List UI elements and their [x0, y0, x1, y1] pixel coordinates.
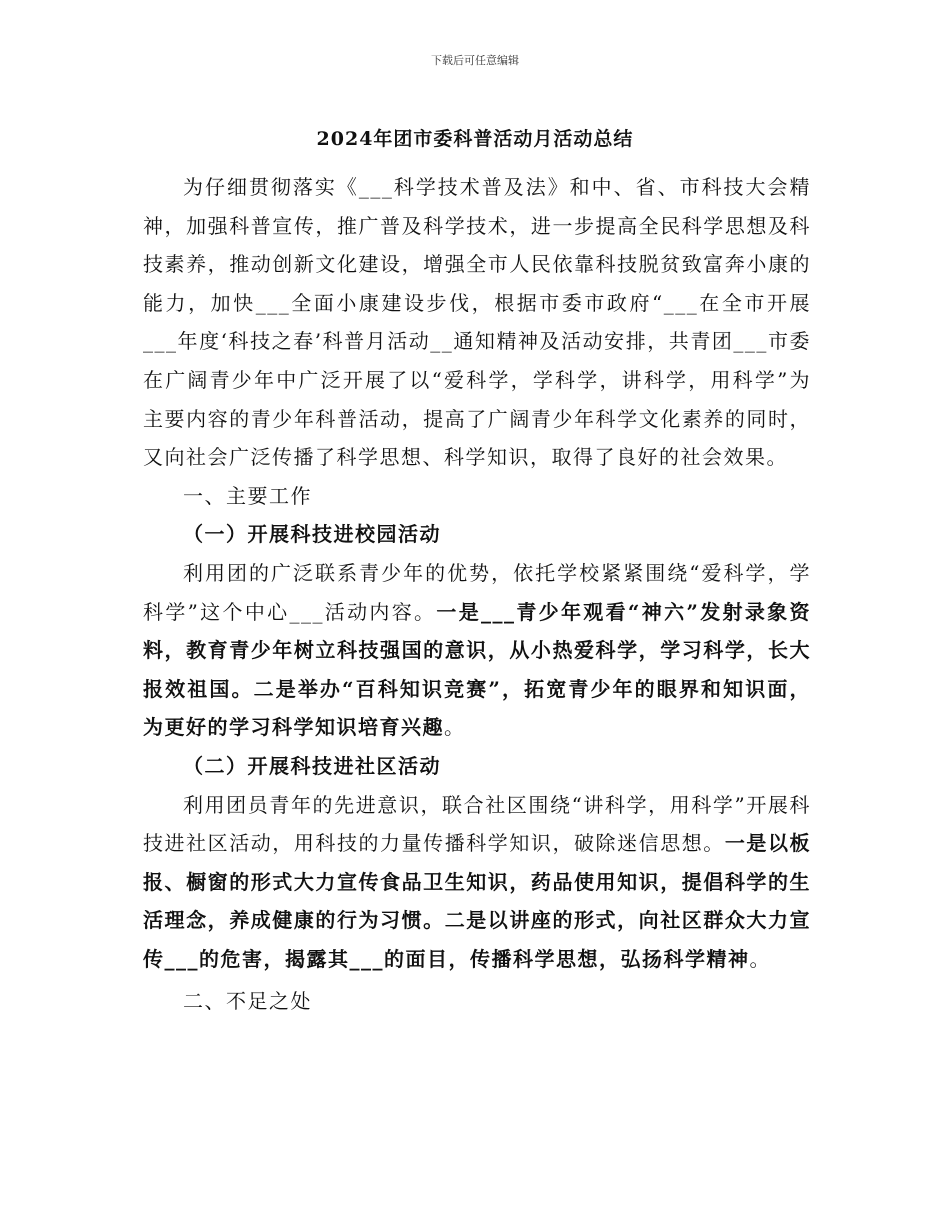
subheading-campus-activity: （一）开展科技进校园活动: [183, 522, 441, 547]
document-body: [143, 168, 811, 1021]
community-activity-intro-text: 利用团员青年的先进意识，联合社区围绕“讲科学，用科学”开展科技进社区活动，用科技的力量传播科学知识，破除迷信思想。: [143, 792, 811, 856]
section-heading-shortcomings: 二、不足之处: [183, 989, 312, 1014]
subheading-community-activity: （二）开展科技进社区活动: [183, 753, 441, 778]
campus-activity-paragraph: [143, 554, 811, 747]
page-header-note: 下载后可任意编辑: [431, 54, 519, 67]
intro-paragraph: 为仔细贯彻落实《___科学技术普及法》和中、省、市科技大会精神，加强科普宣传，推广普及科学技术，进一步提高全民科学思想及科技素养，推动创新文化建设，增强全市人民依靠科技脱贫致富奔小康的能力，加快___全面小康建设步伐，根据市委市政府“___在全市开展___年度‘科技之春’科普月活动__通知精神及活动安排，共青团___市委在广阔青少年中广泛开展了以“爱科学，学科学，讲科学，用科学”为主要内容的青少年科普活动，提高了广阔青少年科学文化素养的同时，又向社会广泛传播了科学思想、科学知识，取得了良好的社会效果。: [143, 175, 811, 470]
community-activity-bold-text: 一是以板报、橱窗的形式大力宣传食品卫生知识，药品使用知识，提倡科学的生活理念，养成健康的行为习惯。二是以讲座的形式，向社区群众大力宣传___的危害，揭露其___的面目，传播科学思想，弘扬科学精神: [143, 831, 812, 971]
campus-activity-end-punct: 。: [444, 715, 466, 740]
community-activity-paragraph: [143, 786, 811, 979]
section-heading-main-work: 一、主要工作: [183, 483, 312, 508]
community-activity-end-punct: 。: [749, 946, 771, 971]
campus-activity-bold-text: 一是___青少年观看“神六”发射录象资料，教育青少年树立科技强国的意识，从小热爱科学，学习科学，长大报效祖国。二是举办“百科知识竞赛”，拓宽青少年的眼界和知识面，为更好的学习科学知识培育兴趣: [143, 599, 811, 740]
campus-activity-intro-text: 利用团的广泛联系青少年的优势，依托学校紧紧围绕“爱科学，学科学”这个中心___活动内容。: [143, 560, 811, 624]
document-title: 2024年团市委科普活动月活动总结: [316, 128, 634, 150]
